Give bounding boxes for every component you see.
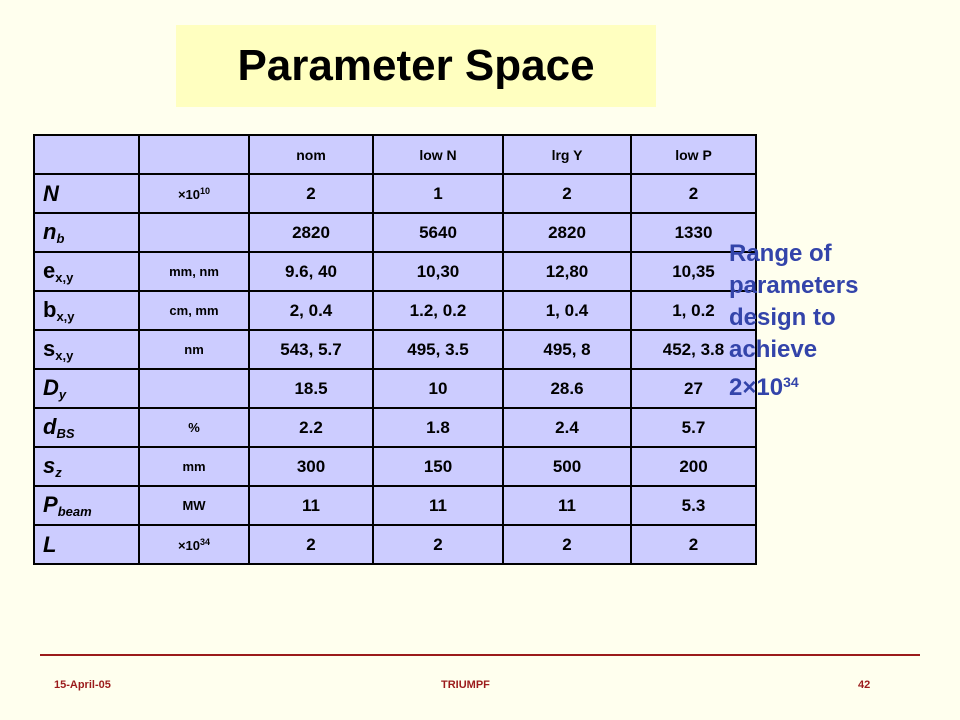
column-header: [34, 135, 139, 174]
table-cell: 2: [503, 525, 631, 564]
unit-text: %: [188, 420, 200, 435]
side-note: [729, 238, 858, 404]
table-cell: 2.4: [503, 408, 631, 447]
parameter-unit: [139, 291, 249, 330]
symbol-subscript: beam: [57, 503, 92, 519]
unit-text: MW: [182, 498, 206, 513]
symbol-base: e: [43, 257, 56, 283]
parameter-symbol: [34, 174, 139, 213]
table-row: [34, 174, 756, 213]
table-row: [34, 525, 756, 564]
parameter-symbol: [34, 291, 139, 330]
parameter-unit: [139, 174, 249, 213]
column-header: nom: [249, 135, 373, 174]
footer-center: TRIUMPF: [441, 679, 490, 691]
parameter-symbol: [34, 369, 139, 408]
table-cell: 2: [631, 525, 756, 564]
symbol-base: L: [43, 531, 57, 557]
parameter-symbol: [34, 486, 139, 525]
table-row: [34, 486, 756, 525]
symbol-subscript: BS: [56, 425, 75, 441]
table-cell: 1: [373, 174, 503, 213]
table-cell: 1.2, 0.2: [373, 291, 503, 330]
table-row: [34, 408, 756, 447]
side-note-base: 2×10: [729, 374, 784, 401]
parameter-symbol: [34, 330, 139, 369]
footer-page-number: 42: [858, 679, 871, 691]
parameter-unit: [139, 486, 249, 525]
unit-text: nm: [184, 342, 204, 357]
side-note-line: achieve: [729, 336, 818, 363]
table-cell: 300: [249, 447, 373, 486]
side-note-line: Range of: [729, 240, 832, 267]
table-cell: 5640: [373, 213, 503, 252]
symbol-base: P: [43, 491, 58, 517]
parameter-table: [33, 134, 757, 565]
parameter-symbol: [34, 408, 139, 447]
table-cell: 11: [249, 486, 373, 525]
page-title: Parameter Space: [237, 41, 595, 90]
table-cell: 2: [249, 525, 373, 564]
parameter-unit: [139, 447, 249, 486]
symbol-base: n: [43, 218, 57, 244]
table-header-row: [34, 135, 756, 174]
symbol-base: d: [43, 413, 57, 439]
table-cell: 2: [249, 174, 373, 213]
table-row: [34, 291, 756, 330]
unit-text: ×10: [177, 186, 201, 202]
parameter-unit: [139, 525, 249, 564]
parameter-unit: [139, 252, 249, 291]
symbol-base: b: [43, 296, 57, 322]
column-header: lrg Y: [503, 135, 631, 174]
table-cell: 543, 5.7: [249, 330, 373, 369]
table-cell: 2820: [503, 213, 631, 252]
symbol-subscript: y: [58, 386, 67, 402]
footer-date: 15-April-05: [54, 679, 111, 691]
table-cell: 1, 0.4: [503, 291, 631, 330]
symbol-subscript: x,y: [56, 308, 75, 324]
side-note-exponent: 34: [783, 374, 799, 390]
table-cell: 495, 8: [503, 330, 631, 369]
table-cell: 5.3: [631, 486, 756, 525]
table-cell: 5.7: [631, 408, 756, 447]
table-cell: 10,30: [373, 252, 503, 291]
table-cell: 18.5: [249, 369, 373, 408]
symbol-base: s: [43, 335, 56, 361]
symbol-subscript: x,y: [55, 269, 74, 285]
unit-exponent: 34: [200, 536, 211, 547]
symbol-base: D: [43, 374, 59, 400]
column-header: low P: [631, 135, 756, 174]
table-cell: 200: [631, 447, 756, 486]
footer-divider: [40, 654, 920, 656]
symbol-subscript: x,y: [55, 347, 74, 363]
symbol-base: s: [43, 452, 56, 478]
symbol-base: N: [43, 180, 59, 206]
table-cell: 2820: [249, 213, 373, 252]
symbol-subscript: z: [55, 464, 62, 480]
table-row: [34, 330, 756, 369]
table-cell: 9.6, 40: [249, 252, 373, 291]
table-cell: 27: [631, 369, 756, 408]
table-cell: 11: [373, 486, 503, 525]
table-cell: 495, 3.5: [373, 330, 503, 369]
table-cell: 1, 0.2: [631, 291, 756, 330]
table-cell: 2: [503, 174, 631, 213]
table-cell: 150: [373, 447, 503, 486]
table-cell: 2: [373, 525, 503, 564]
unit-text: mm: [182, 459, 206, 474]
table-cell: 28.6: [503, 369, 631, 408]
table-cell: 10: [373, 369, 503, 408]
parameter-symbol: [34, 447, 139, 486]
symbol-subscript: b: [56, 230, 65, 246]
unit-text: cm, mm: [169, 303, 219, 318]
table-cell: 11: [503, 486, 631, 525]
unit-text: mm, nm: [169, 264, 219, 279]
table-cell: 500: [503, 447, 631, 486]
side-note-line: [729, 366, 858, 404]
table-cell: 1330: [631, 213, 756, 252]
table-row: [34, 213, 756, 252]
table-cell: 1.8: [373, 408, 503, 447]
parameter-symbol: [34, 525, 139, 564]
table-cell: 2, 0.4: [249, 291, 373, 330]
column-header: [139, 135, 249, 174]
table-cell: 452, 3.8: [631, 330, 756, 369]
parameter-unit: [139, 369, 249, 408]
table-row: [34, 252, 756, 291]
title-box: [176, 25, 656, 107]
parameter-symbol: [34, 213, 139, 252]
parameter-unit: [139, 330, 249, 369]
parameter-unit: [139, 408, 249, 447]
table-cell: 2: [631, 174, 756, 213]
parameter-symbol: [34, 252, 139, 291]
table-row: [34, 369, 756, 408]
side-note-line: parameters: [729, 272, 859, 299]
unit-exponent: 10: [200, 185, 211, 196]
parameter-unit: [139, 213, 249, 252]
unit-text: ×10: [177, 537, 201, 553]
side-note-line: design to: [729, 304, 836, 331]
table-row: [34, 447, 756, 486]
table-cell: 2.2: [249, 408, 373, 447]
table-cell: 12,80: [503, 252, 631, 291]
table-cell: 10,35: [631, 252, 756, 291]
column-header: low N: [373, 135, 503, 174]
